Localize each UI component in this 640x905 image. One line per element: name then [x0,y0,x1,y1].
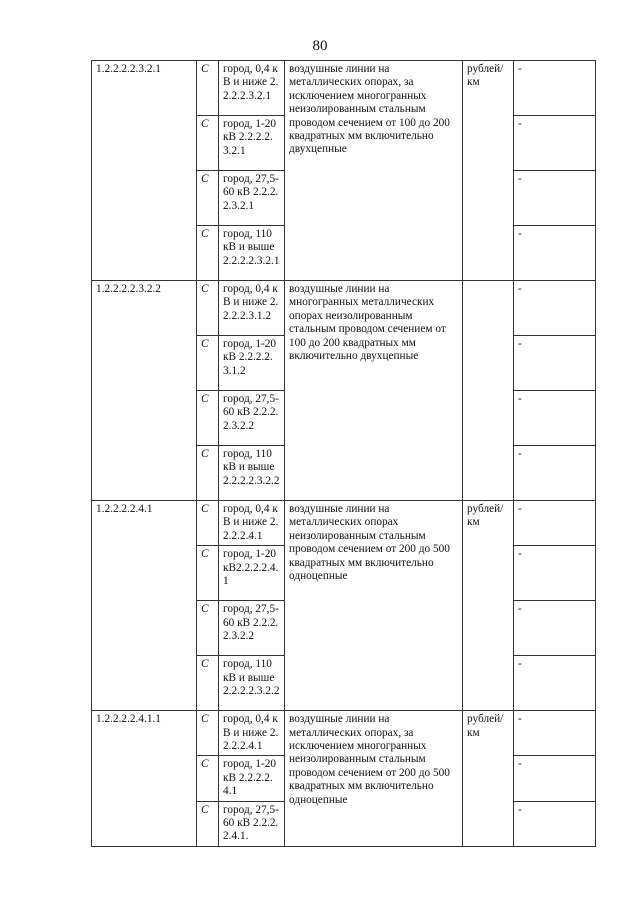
area-cell: город, 110 кВ и выше 2.2.2.2.3.2.2 [219,656,285,711]
value-cell: - [514,61,596,116]
category-cell: С [197,281,219,336]
category-cell: С [197,501,219,546]
value-cell: - [514,711,596,756]
area-cell: город, 1-20 кВ 2.2.2.2.4.1 [219,756,285,801]
category-cell: С [197,546,219,601]
category-cell: С [197,656,219,711]
group-code: 1.2.2.2.2.3.2.2 [92,281,197,501]
category-cell: С [197,226,219,281]
category-cell: С [197,171,219,226]
area-cell: город, 27,5-60 кВ 2.2.2.2.4.1. [219,801,285,846]
value-cell: - [514,756,596,801]
group-description: воздушные линии на многогранных металлических опорах неизолированным стальным проводом сечением от 100 до 200 квадратных мм включительно двухцепные [285,281,463,501]
area-cell: город, 0,4 кВ и ниже 2.2.2.2.4.1 [219,501,285,546]
group-code: 1.2.2.2.2.3.2.1 [92,61,197,281]
category-cell: С [197,711,219,756]
group-description: воздушные линии на металлических опорах, за исключением многогранных неизолированным стальным проводом сечением от 200 до 500 квадратных мм включительно одноцепные [285,711,463,847]
value-cell: - [514,501,596,546]
value-cell: - [514,226,596,281]
area-cell: город, 1-20 кВ 2.2.2.2.3.1.2 [219,336,285,391]
value-cell: - [514,391,596,446]
area-cell: город, 27,5-60 кВ 2.2.2.2.3.2.2 [219,601,285,656]
area-cell: город, 1-20 кВ 2.2.2.2.3.2.1 [219,116,285,171]
category-cell: С [197,601,219,656]
table-row [92,501,596,546]
tariff-table [91,60,596,847]
value-cell: - [514,601,596,656]
value-cell: - [514,546,596,601]
category-cell: С [197,391,219,446]
group-code: 1.2.2.2.2.4.1 [92,501,197,711]
group-unit: рублей/ км [463,501,514,711]
category-cell: С [197,116,219,171]
value-cell: - [514,171,596,226]
area-cell: город, 0,4 кВ и ниже 2.2.2.2.4.1 [219,711,285,756]
category-cell: С [197,446,219,501]
value-cell: - [514,281,596,336]
category-cell: С [197,61,219,116]
table-row [92,61,596,116]
page-number: 80 [312,38,328,54]
group-unit: рублей/ км [463,61,514,281]
group-description: воздушные линии на металлических опорах, за исключением многогранных неизолированным стальным проводом сечением от 100 до 200 квадратных мм включительно двухцепные [285,61,463,281]
area-cell: город, 27,5-60 кВ 2.2.2.2.3.2.1 [219,171,285,226]
value-cell: - [514,116,596,171]
area-cell: город, 110 кВ и выше 2.2.2.2.3.2.2 [219,446,285,501]
group-unit: рублей/ км [463,711,514,847]
area-cell: город, 27,5-60 кВ 2.2.2.2.3.2.2 [219,391,285,446]
group-description: воздушные линии на металлических опорах неизолированным стальным проводом сечением от 200 до 500 квадратных мм включительно одноцепные [285,501,463,711]
table-row [92,281,596,336]
group-code: 1.2.2.2.2.4.1.1 [92,711,197,847]
area-cell: город, 110 кВ и выше 2.2.2.2.3.2.1 [219,226,285,281]
table-row [92,711,596,756]
value-cell: - [514,801,596,846]
group-unit [463,281,514,501]
value-cell: - [514,336,596,391]
area-cell: город, 1-20 кВ2.2.2.2.4.1 [219,546,285,601]
value-cell: - [514,656,596,711]
category-cell: С [197,336,219,391]
value-cell: - [514,446,596,501]
category-cell: С [197,756,219,801]
category-cell: С [197,801,219,846]
area-cell: город, 0,4 кВ и ниже 2.2.2.2.3.1.2 [219,281,285,336]
area-cell: город, 0,4 кВ и ниже 2.2.2.2.3.2.1 [219,61,285,116]
